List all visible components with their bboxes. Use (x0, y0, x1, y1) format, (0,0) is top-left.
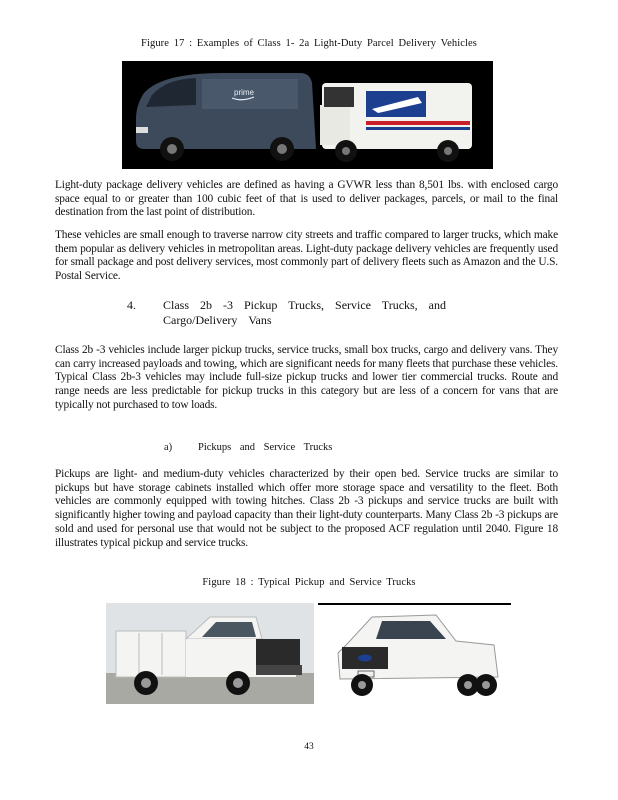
service-truck-photo (106, 603, 314, 704)
figure-18-pickup-truck-image (318, 603, 511, 704)
section-title: Class 2b -3 Pickup Trucks, Service Trucks, and Cargo/Delivery Vans (163, 298, 447, 327)
subsection-letter: a) (164, 442, 173, 453)
section-4-paragraph: Class 2b -3 vehicles include larger pickup trucks, service trucks, small box trucks, cargo and delivery vans. They can carry increased payloads and towing, which are significant needs for many fleets that purchase these vehicles. Typical Class 2b-3 vehicles may include full-size pickup trucks and lower tier commercial trucks. Route and range needs are less predictable for pickup trucks in this category but are less of a concern for vans that are typically not purchased to tow loads. (55, 344, 558, 411)
subsection-a-paragraph: Pickups are light- and medium-duty vehicles characterized by their open bed. Service trucks are similar to pickups but have storage cabinets installed which offer more storage space and versatility to the fleet. Both vehicles are commonly equipped with towing hitches. Class 2b -3 pickups and service trucks are built with significantly higher towing and payload capacity than their light-duty counterparts. Many Class 2b -3 pickups are sold and used for personal use that would not be subject to the proposed ACF regulation until 2040. Figure 18 illustrates typical pickup and service trucks. (55, 468, 558, 549)
intro-paragraph-2: These vehicles are small enough to traverse narrow city streets and traffic compared to larger trucks, which make them popular as delivery vehicles in metropolitan areas. Light-duty package delivery vehicles are frequently used for small package and post delivery services, most commonly part of delivery fleets such as Amazon and the U.S. Postal Service. (55, 229, 558, 283)
figure-18-caption: Figure 18 : Typical Pickup and Service Trucks (202, 577, 416, 588)
prime-badge: prime (234, 88, 255, 97)
amazon-van (136, 73, 316, 161)
figure-17-caption: Figure 17 : Examples of Class 1- 2a Light-Duty Parcel Delivery Vehicles (141, 38, 477, 49)
section-number: 4. (127, 298, 136, 312)
figure-17-image (122, 61, 493, 169)
page-number: 43 (304, 742, 314, 752)
intro-paragraph-1: Light-duty package delivery vehicles are defined as having a GVWR less than 8,501 lbs. with enclosed cargo space equal to or greater than 100 cubic feet of that is used to deliver packages, parcels, or mail to the final destination from the last point of distribution. (55, 179, 558, 219)
subsection-a-heading (164, 442, 332, 453)
figure-18-service-truck-image (106, 603, 314, 704)
delivery-vehicles-photo (122, 61, 493, 169)
pickup-truck-photo (318, 603, 511, 704)
subsection-title: Pickups and Service Trucks (198, 442, 333, 453)
